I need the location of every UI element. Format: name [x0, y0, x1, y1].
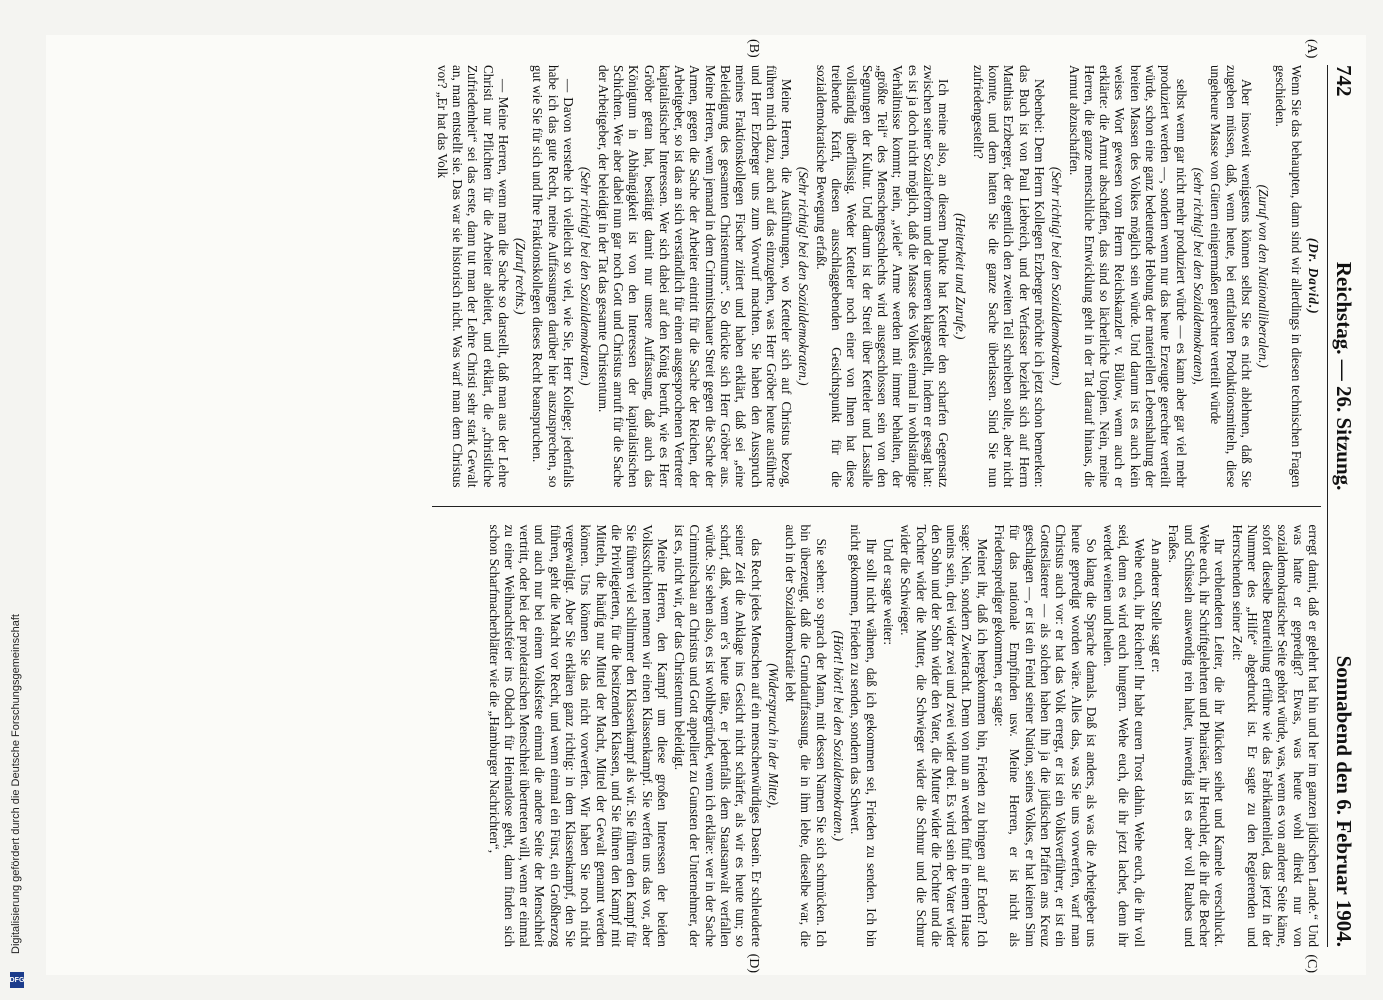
paragraph: Meine Herren, die Ausführungen, wo Ketteler sich auf Christus bezog, führen mich dazu, auch auf das einzugehen, was Herr Gröber heute ausführte und Herr Erzberger uns zum Vorwurf machten. Sie haben den Ausspruch meines Fraktionskollegen Fischer zitiert und haben erklärt, daß sei „eine Beleidigung des gesamten Christentums“. So drückte sich Herr Gröber aus. Meine Herren, wenn jemand in dem Crimmitschauer Streit gegen die Sache der Armen, gegen die Sache der Arbeiter eintritt für die Sache der Reichen, der Arbeitgeber, so ist das an sich verständlich für einen ausgesprochenen Vertreter kapitalistischer Interessen. Wer sich dabei auf den König beruft, wie es Herr Gröber getan hat, bestätigt damit nur unsere Auffassung, daß auch das Königtum in Abhängigkeit ist von den Interessen der kapitalistischen Schichten. Wer aber dabei nun gar noch Gott und Christus anruft für die Sache der Arbeitgeber, der beleidigt in der Tat das gesamte Christentum. — [595, 65, 795, 488]
stage-direction: (Heiterkeit und Zurufe.) — [953, 213, 969, 340]
paragraph: Wehe euch, ihr Reichen! Ihr habt euren Trost dahin. Wehe euch, die ihr voll seid, denn es wird euch hungern. Wehe euch, die ihr jetzt lachet, denn ihr werdet weinen und heulen. — [1101, 524, 1147, 947]
paragraph: Ich meine also, an diesem Punkte hat Ketteler den scharfen Gegensatz zwischen seiner Sozialreform und der unseren klargestellt, indem er gesagt hat: es ist ja doch nicht möglich, daß die Masse des Volkes einmal in wohlständige Verhältnisse kommt; nein, „viele“ Arme werden mit immer behalten, der „größte Teil“ des Menschengeschlechts wird ausgeschlossen sein von den Segnungen der Kultur. Und darum ist der Streit über Ketteler und Lassalle vollständig überflüssig. Weder Ketteler noch einer von Ihnen hat diese treibende Kraft, diesen ausschlaggebenden Gesichtspunkt für die sozialdemokratische Bewegung erfaßt. — [813, 65, 952, 488]
stage-direction: (Widerspruch in der Mitte), — [765, 663, 781, 809]
scanned-page — [46, 35, 1366, 975]
paragraph: das Recht jedes Menschen auf ein menschenwürdiges Dasein. Er schleuderte seiner Zeit die Anklage ins Gesicht nicht schärfer, als wir es heute tun; so scharf, daß, wenn er's heute täte, er jedenfalls dem Staatsanwalt verfallen würde. Sie sehen also, es ist wohlbegründet, wenn ich erkläre: wer in der Sache Crimmitschau an Christus und Gott appelliert zu Gunsten der Unternehmer, der ist es, nicht wir, der das Christentum beleidigt. — [672, 524, 764, 947]
dfg-logo: DFG — [10, 972, 24, 988]
paragraph: Ihr sollt nicht wähnen, daß ich gekommen sei, Frieden zu senden. Ich bin nicht gekommen, Frieden zu senden, sondern das Schwert. — [848, 524, 879, 947]
paragraph: — Meine Herren, wenn man die Sache so darstellt, daß man aus der Lehre Christi nur Pflichten für die Arbeiter ableitet, und erklärt, die „christliche Zufriedenheit“ sei das erste, dann tut man der Lehre Christi sehr stark Gewalt an, man entstellt sie. Das war sie historisch nicht. Was warf man dem Christus vor? „Er hat das Volk — [434, 65, 511, 488]
stage-direction: (Zuruf von den Nationalliberalen.) — [1256, 184, 1272, 368]
paragraph: An anderer Stelle sagt er: — [1149, 538, 1165, 673]
paragraph: Nebenbei: Dem Herrn Kollegen Erzberger möchte ich jetzt schon bemerken: das Buch ist von Paul Liebreich, und der Verfasser bezieht sich auf Herrn Matthias Erzberger, der eigentlich den zweiten Teil schreiben sollte, aber nicht konnte, und dem hatten Sie die ganze Sache überlassen. Sind Sie nun zufriedengestellt? — [970, 65, 1047, 488]
rotated-page-content — [46, 35, 1366, 975]
column-divider — [432, 506, 1321, 507]
session-date: Sonnabend den 6. Februar 1904. — [1332, 655, 1356, 947]
left-column — [432, 39, 1321, 488]
speaker-intro: (Dr. David.) — [1306, 237, 1321, 315]
session-title: Reichstag. — 26. Sitzung. — [1332, 261, 1356, 491]
stage-direction: (Sehr richtig! bei den Sozialdemokraten.) — [578, 166, 594, 386]
footer-strip — [6, 0, 32, 994]
margin-mark-b: (B) — [746, 39, 761, 58]
paragraph: So klang die Sprache damals. Daß ist anders, als was die Arbeitgeber uns heute gepredigt worden wäre. Alles das, was Sie uns vorwerfen, warf man Christus auch vor: er hat das Volk erregt, er ist ein Volksverführer, er ist ein Gotteslästerer — als solchen haben ihn ja die jüdischen Pfaffen ans Kreuz geschlagen —, er ist ein Feind seiner Nation, seines Volkes, er hat keinen Sinn für das nationale Empfinden usw. Meine Herren, er ist nicht als Friedensprediger gekommen, er sagte: — [992, 524, 1099, 947]
stage-direction: (Hört! hört! bei den Sozialdemokraten.) — [831, 630, 847, 842]
paragraph: Meinet ihr, daß ich hergekommen bin, Frieden zu bringen auf Erden? Ich sage: Nein, sondern Zwietracht. Denn von nun an werden fünf in einem Hause uneins sein, drei wider zwei und zwei wider drei. Es wird sein der Vater wider den Sohn und der Sohn wider den Vater, die Mutter wider die Tochter und die Tochter wider die Mutter, die Schwieger wider die Schnur und die Schnur wider die Schwieger. — [898, 524, 990, 947]
paragraph: — Davon verstehe ich vielleicht so viel, wie Sie, Herr Kollege; jedenfalls habe ich das gute Recht, meine Auffassungen darüber hier auszusprechen, so gut wie Sie für sich und Ihre Fraktionskollegen dieses Recht beanspruchen. — [530, 65, 577, 488]
stage-direction: (Sehr richtig! bei den Sozialdemokraten.) — [1049, 166, 1065, 386]
paragraph: Und er sagte weiter: — [880, 538, 896, 646]
margin-mark-d: (D) — [746, 953, 761, 973]
paragraph: erregt damit, daß er gelehrt hat hin und her im ganzen jüdischen Lande.“ Und was hatte er gepredigt? Etwas, was heute wohl direkt nur von sozialdemokratischer Seite gehört würde, was, wenn es von anderer Seite käme, sofort dieselbe Beurteilung erführe wie das Fabrikantenlied, das jetzt in der Nummer des „Hilfe“ abgedruckt ist. Er sagte zu den Regierenden und Herrschenden seiner Zeit: — [1229, 524, 1321, 947]
paragraph: selbst wenn gar nicht mehr produziert würde — es kann aber gar viel mehr produziert werden —, sondern wenn nur das heute Erzeugte gerechter verteilt würde, schon eine ganz bedeutende Hebung der materiellen Lebenshaltung der breiten Massen des Volkes möglich sein würde. Und darum ist es auch kein weises Wort gewesen vom Herrn Reichskanzler v. Bülow, wenn auch er erklärte: die Armut abschaffen, das sind so lächerliche Utopien. Nein, meine Herren, die ganze menschliche Entwicklung geht in der Tat darauf hinaus, die Armut abzuschaffen. — [1066, 65, 1189, 488]
page-number: 742 — [1332, 65, 1356, 97]
digitization-credit: Digitalisierung gefördert durch die Deutsche Forschungsgemeinschaft — [10, 614, 22, 954]
paragraph: Meine Herren, den Kampf um diese großen Interessen der beiden Volksschichten nennen wir einen Klassenkampf. Sie werfen uns das vor, aber Sie führen viel schlimmer den Klassenkampf als wir. Sie führen den Kampf für die Privilegierten, für die besitzenden Klassen, und Sie führen den Kampf mit Mitteln, die häufig nur Mittel der Macht, Mittel der Gewalt genannt werden können. Uns können Sie das nicht vorwerfen. Wir haben Sie noch nicht vergewaltigt. Aber Sie erklären ganz richtig: in dem Klassenkampf, den Sie führen, geht die Macht vor Recht, und wenn einmal ein Fürst, ein Großherzog und auch nur bei einem Volksfeste einmal die andere Seite der Menschheit vertritt, oder bei der proletarischen Menschheit übertreten will, wenn er einmal zu einer Weihnachtsfeier ins Obdach für Heimatlose geht, dann finden sich schon Scharfmacherblätter wie die „Hamburger Nachrichten“, — [486, 524, 670, 947]
paragraph: Sie sehen: so sprach der Mann, mit dessen Namen Sie sich schmücken. Ich bin überzeugt, daß die Grundauffassung, die in ihm lebte, dieselbe war, die auch in der Sozialdemokratie lebt — [783, 524, 829, 947]
right-column — [432, 524, 1321, 973]
paragraph: Ihr verblendeten Leiter, die ihr Mücken seihet und Kamele verschluckt. Wehe euch, ihr Schriftgelehrten und Pharisäer, ihr Heuchler, die ihr die Becher und Schüsseln auswendig rein haltet, inwendig ist es aber voll Raubes und Fraßes. — [1166, 524, 1228, 947]
page-header — [1327, 65, 1356, 947]
margin-mark-c: (C) — [1304, 954, 1319, 973]
text-columns — [432, 39, 1321, 973]
stage-direction: (sehr richtig! bei den Sozialdemokraten), — [1190, 167, 1206, 385]
stage-direction: (Zuruf rechts.) — [513, 238, 529, 315]
margin-mark-a: (A) — [1304, 39, 1319, 59]
paragraph: Aber insoweit wenigstens können selbst Sie es nicht ablehnen, daß Sie zugeben müssen, daß, wenn heute, bei entfalteten Produktionsmitteln, diese ungeheure Masse von Gütern einigermaßen gerechter verteilt würde — [1208, 65, 1254, 488]
stage-direction: (Sehr richtig! bei den Sozialdemokraten.) — [796, 166, 812, 386]
paragraph: Wenn Sie das behaupten, dann sind wir allerdings in diesen technischen Fragen geschieden. — [1273, 65, 1304, 488]
